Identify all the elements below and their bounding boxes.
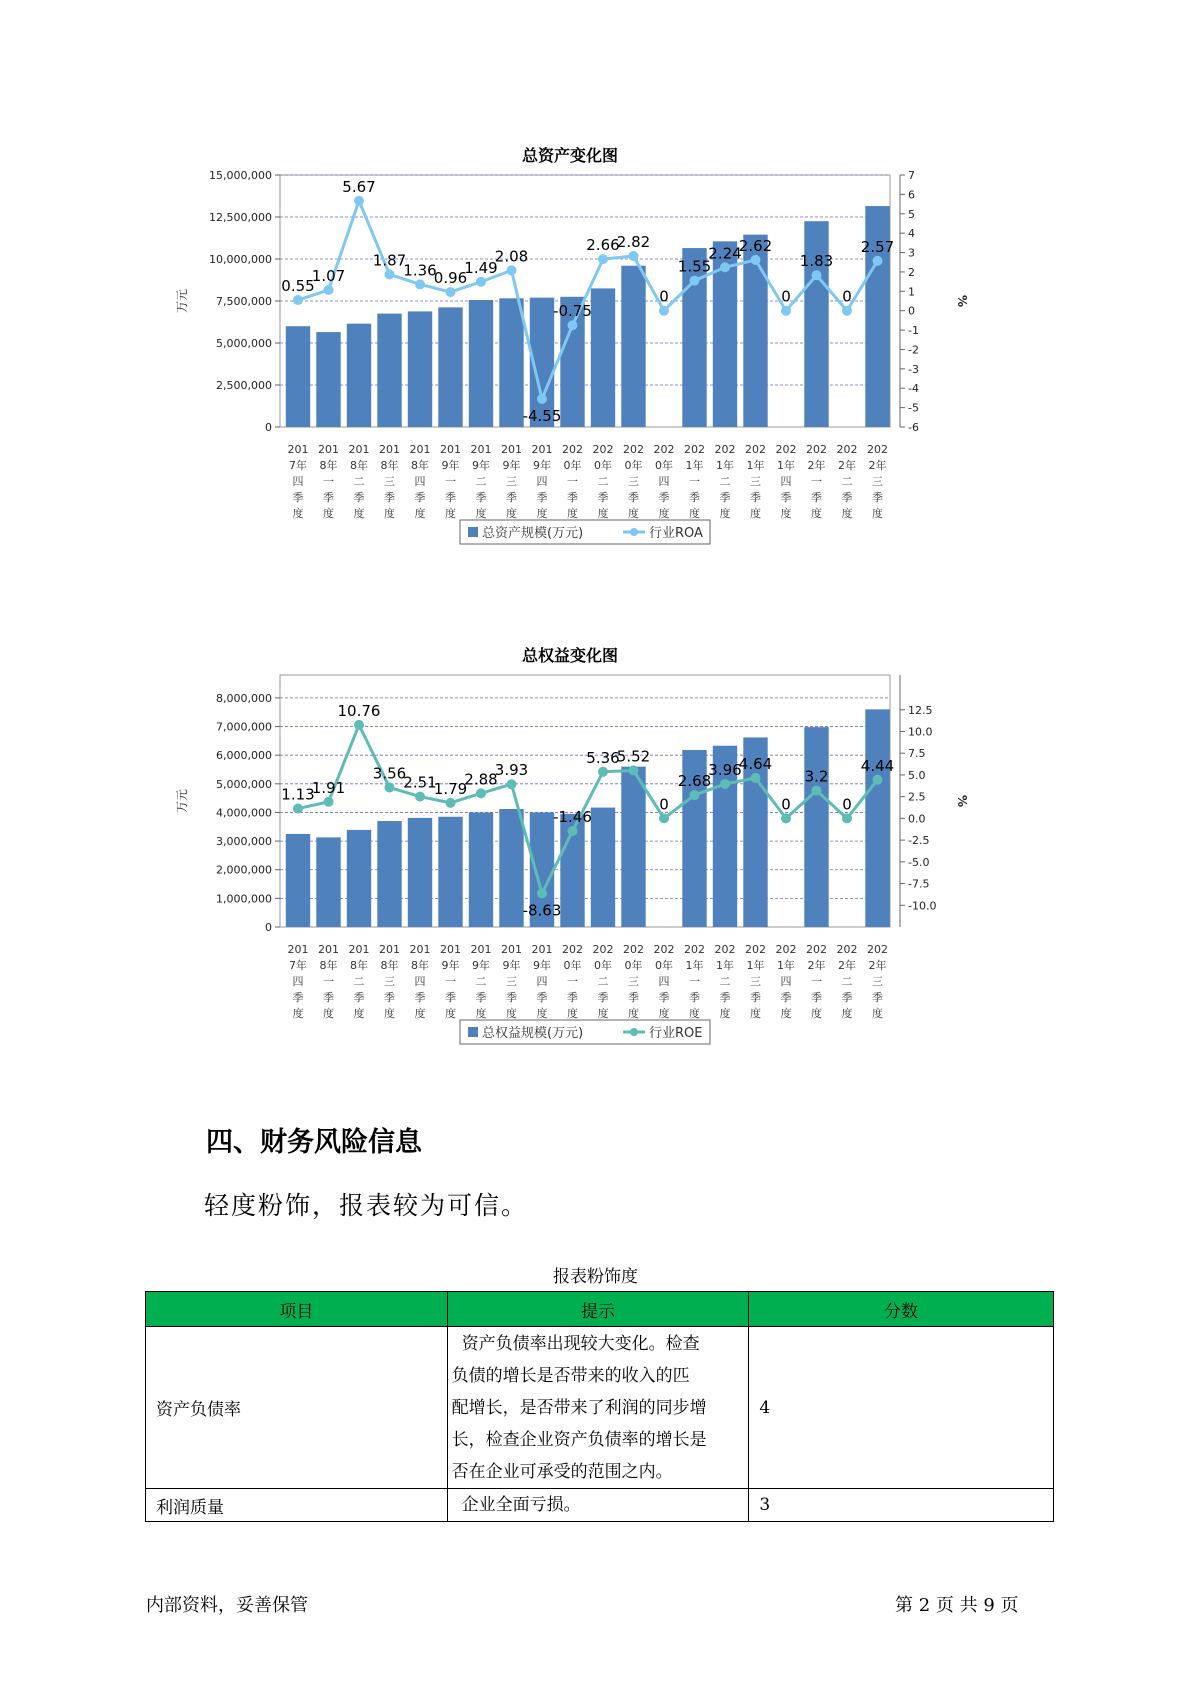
y2-tick-label: -6 bbox=[908, 421, 919, 434]
bar bbox=[804, 727, 828, 927]
line-point bbox=[476, 788, 486, 798]
row-item: 资产负债率 bbox=[146, 1327, 448, 1489]
line-point bbox=[720, 779, 730, 789]
line-point bbox=[476, 277, 486, 287]
x-tick-label: 201 9年二季度 bbox=[470, 943, 492, 1020]
data-label: 0 bbox=[842, 287, 852, 306]
y2-tick-label: -5 bbox=[908, 401, 919, 415]
y-tick-label: 0 bbox=[265, 421, 272, 434]
row-item: 利润质量 bbox=[146, 1489, 448, 1522]
x-tick-label: 202 1年二季度 bbox=[714, 943, 736, 1020]
data-label: 0 bbox=[781, 795, 791, 814]
data-label: 1.83 bbox=[799, 252, 834, 271]
y-tick-label: 10,000,000 bbox=[209, 253, 272, 266]
data-label: 1.13 bbox=[281, 785, 315, 804]
x-tick-label: 202 2年一季度 bbox=[805, 443, 827, 520]
y-tick-label: 8,000,000 bbox=[216, 691, 272, 705]
y-tick-label: 2,500,000 bbox=[216, 379, 272, 392]
line-point bbox=[872, 775, 882, 785]
y-tick-label: 12,500,000 bbox=[209, 211, 272, 224]
line-point bbox=[811, 270, 821, 280]
data-label: 0 bbox=[781, 287, 791, 306]
data-label: 5.52 bbox=[616, 747, 651, 766]
y2-tick-label: 6 bbox=[908, 188, 915, 202]
bar bbox=[499, 809, 523, 927]
line-point bbox=[445, 287, 455, 297]
bar bbox=[347, 830, 371, 927]
header-hint: 提示 bbox=[447, 1292, 749, 1327]
x-tick-label: 202 2年三季度 bbox=[866, 443, 888, 520]
x-tick-label: 202 1年一季度 bbox=[683, 943, 705, 1020]
x-tick-label: 201 8年三季度 bbox=[378, 943, 400, 1020]
total-assets-chart bbox=[160, 140, 980, 600]
table-caption: 报表粉饰度 bbox=[553, 1267, 638, 1287]
data-label: 1.49 bbox=[464, 258, 498, 277]
line-point bbox=[811, 786, 821, 796]
data-label: 3.2 bbox=[804, 767, 829, 786]
line-point bbox=[354, 196, 364, 206]
data-label: 3.56 bbox=[372, 764, 407, 783]
data-label: 2.88 bbox=[464, 770, 498, 789]
x-tick-label: 201 7年四季度 bbox=[287, 943, 309, 1020]
x-tick-label: 201 8年三季度 bbox=[378, 443, 400, 520]
line-point bbox=[506, 779, 516, 789]
line-point bbox=[720, 262, 730, 272]
x-tick-label: 201 8年四季度 bbox=[409, 943, 431, 1020]
bar bbox=[316, 837, 340, 927]
bar bbox=[469, 300, 493, 427]
x-tick-label: 202 0年四季度 bbox=[653, 443, 675, 520]
bar bbox=[377, 314, 401, 427]
total-assets-chart-svg bbox=[160, 165, 980, 615]
x-tick-label: 202 0年三季度 bbox=[622, 943, 644, 1020]
table-row bbox=[146, 1327, 1054, 1489]
y2-axis-title: % bbox=[955, 794, 969, 808]
data-label: 0 bbox=[842, 795, 852, 814]
line-point bbox=[445, 798, 455, 808]
bar bbox=[865, 709, 889, 927]
x-tick-label: 201 9年四季度 bbox=[531, 943, 553, 1020]
x-tick-label: 202 2年三季度 bbox=[866, 943, 888, 1020]
y2-tick-label: 5.0 bbox=[908, 768, 926, 782]
line-point bbox=[659, 306, 669, 316]
bar bbox=[591, 808, 615, 927]
line-point bbox=[781, 306, 791, 316]
legend-swatch-marker bbox=[630, 528, 638, 536]
data-label: 5.67 bbox=[342, 177, 376, 196]
hint-line: 否在企业可承受的范围之内。 bbox=[451, 1461, 673, 1482]
y-axis-title: 万元 bbox=[175, 788, 189, 814]
line-point bbox=[628, 765, 638, 775]
x-tick-label: 202 0年一季度 bbox=[561, 443, 583, 520]
x-tick-label: 202 1年二季度 bbox=[714, 443, 736, 520]
y-tick-label: 3,000,000 bbox=[216, 835, 272, 849]
data-label: 2.51 bbox=[403, 773, 437, 792]
line-point bbox=[354, 720, 364, 730]
data-label: 2.68 bbox=[677, 772, 712, 791]
x-tick-label: 201 9年四季度 bbox=[531, 443, 553, 520]
data-label: 2.57 bbox=[860, 237, 895, 256]
x-tick-label: 201 8年一季度 bbox=[317, 443, 339, 520]
data-label: 0.96 bbox=[433, 269, 468, 288]
legend-label: 行业ROA bbox=[649, 526, 703, 541]
legend-swatch-bar bbox=[468, 527, 478, 537]
y2-tick-label: 5 bbox=[908, 207, 915, 221]
line-point bbox=[384, 269, 394, 279]
row-score: 4 bbox=[749, 1327, 1054, 1489]
x-tick-label: 202 0年三季度 bbox=[622, 443, 644, 520]
line-point bbox=[567, 320, 577, 330]
line-point bbox=[293, 295, 303, 305]
section-body: 轻度粉饰，报表较为可信。 bbox=[204, 1191, 529, 1220]
x-tick-label: 201 8年四季度 bbox=[409, 443, 431, 520]
y-axis-title: 万元 bbox=[175, 288, 189, 314]
data-label: 1.87 bbox=[372, 251, 407, 270]
total-equity-chart-svg bbox=[160, 665, 980, 1115]
x-tick-label: 202 1年四季度 bbox=[775, 443, 797, 520]
data-label: 2.62 bbox=[738, 236, 773, 255]
line-point bbox=[750, 255, 760, 265]
y-tick-label: 2,000,000 bbox=[216, 863, 272, 877]
line-point bbox=[628, 251, 638, 261]
y-tick-label: 15,000,000 bbox=[209, 169, 272, 182]
section-heading: 四、财务风险信息 bbox=[206, 1127, 422, 1158]
line-point bbox=[750, 773, 760, 783]
y2-tick-label: 0 bbox=[908, 304, 915, 318]
bar bbox=[499, 298, 523, 427]
data-label: 0 bbox=[659, 287, 669, 306]
data-label: -8.63 bbox=[522, 901, 562, 920]
data-label: 1.07 bbox=[311, 266, 346, 285]
y2-tick-label: 2 bbox=[908, 265, 915, 279]
bar bbox=[438, 307, 462, 427]
data-label: 1.36 bbox=[403, 261, 437, 280]
x-tick-label: 201 9年一季度 bbox=[439, 943, 461, 1020]
legend-swatch-bar bbox=[468, 1027, 478, 1037]
hint-line: 配增长，是否带来了利润的同步增 bbox=[451, 1397, 707, 1418]
bar bbox=[408, 311, 432, 427]
x-tick-label: 202 0年二季度 bbox=[592, 943, 614, 1020]
data-label: 3.93 bbox=[494, 761, 529, 780]
y-tick-label: 7,500,000 bbox=[216, 295, 272, 308]
data-label: 3.96 bbox=[708, 760, 742, 779]
hint-line: 资产负债率出现较大变化。检查 bbox=[461, 1333, 700, 1354]
bar bbox=[316, 332, 340, 427]
line-point bbox=[384, 782, 394, 792]
y2-tick-label: 12.5 bbox=[908, 703, 933, 717]
data-label: 1.55 bbox=[677, 257, 712, 276]
x-tick-label: 202 2年一季度 bbox=[805, 943, 827, 1020]
whitewash-table bbox=[145, 1291, 1054, 1522]
line-point bbox=[781, 813, 791, 823]
x-tick-label: 202 0年二季度 bbox=[592, 443, 614, 520]
row-hint bbox=[447, 1327, 749, 1489]
x-tick-label: 201 7年四季度 bbox=[287, 443, 309, 520]
header-item: 项目 bbox=[146, 1292, 448, 1327]
line-point bbox=[323, 797, 333, 807]
y2-tick-label: 0.0 bbox=[908, 812, 926, 826]
chart-title: 总权益变化图 bbox=[521, 646, 618, 665]
y2-tick-label: -2.5 bbox=[908, 834, 930, 848]
x-tick-label: 201 9年二季度 bbox=[470, 443, 492, 520]
data-label: -1.46 bbox=[553, 808, 592, 827]
x-tick-label: 202 0年四季度 bbox=[653, 943, 675, 1020]
line-point bbox=[689, 276, 699, 286]
data-label: -0.75 bbox=[553, 302, 592, 321]
x-tick-label: 202 0年一季度 bbox=[561, 943, 583, 1020]
data-label: 5.36 bbox=[586, 748, 620, 767]
line-point bbox=[689, 790, 699, 800]
bar bbox=[621, 266, 645, 427]
footer-page-number: 第 2 页 共 9 页 bbox=[895, 1595, 1019, 1616]
x-tick-label: 202 1年一季度 bbox=[683, 443, 705, 520]
line-point bbox=[415, 279, 425, 289]
bar bbox=[469, 812, 493, 927]
y2-tick-label: -7.5 bbox=[908, 877, 930, 891]
data-label: -4.55 bbox=[522, 406, 562, 425]
bar bbox=[286, 326, 310, 427]
data-label: 1.79 bbox=[433, 779, 468, 798]
data-label: 4.44 bbox=[860, 756, 895, 775]
data-label: 0 bbox=[659, 795, 669, 814]
data-label: 2.82 bbox=[616, 233, 651, 252]
x-tick-label: 201 8年二季度 bbox=[348, 443, 370, 520]
y2-tick-label: 7 bbox=[908, 169, 915, 182]
row-hint bbox=[447, 1489, 749, 1522]
data-label: 2.66 bbox=[586, 236, 620, 255]
line-point bbox=[842, 813, 852, 823]
y2-tick-label: 10.0 bbox=[908, 725, 933, 739]
data-label: 2.24 bbox=[708, 244, 742, 263]
line-point bbox=[842, 306, 852, 316]
bar bbox=[621, 767, 645, 927]
x-tick-label: 202 1年三季度 bbox=[744, 943, 766, 1020]
y2-tick-label: -2 bbox=[908, 343, 919, 357]
y2-tick-label: 3 bbox=[908, 246, 915, 260]
x-tick-label: 202 1年四季度 bbox=[775, 943, 797, 1020]
x-tick-label: 201 9年一季度 bbox=[439, 443, 461, 520]
legend-swatch-marker bbox=[630, 1028, 638, 1036]
y2-tick-label: -3 bbox=[908, 362, 919, 376]
y2-tick-label: -10.0 bbox=[908, 899, 937, 913]
line-point bbox=[323, 285, 333, 295]
x-tick-label: 202 1年三季度 bbox=[744, 443, 766, 520]
line-point bbox=[598, 254, 608, 264]
x-tick-label: 202 2年二季度 bbox=[836, 943, 858, 1020]
y2-tick-label: 2.5 bbox=[908, 790, 926, 804]
bar bbox=[438, 817, 462, 927]
header-score: 分数 bbox=[749, 1292, 1054, 1327]
table-header-row bbox=[146, 1292, 1054, 1327]
chart-title: 总资产变化图 bbox=[521, 146, 618, 165]
y-tick-label: 1,000,000 bbox=[216, 892, 272, 906]
x-tick-label: 201 9年三季度 bbox=[500, 443, 522, 520]
bar bbox=[347, 324, 371, 427]
line-point bbox=[872, 256, 882, 266]
bar bbox=[286, 834, 310, 927]
y-tick-label: 7,000,000 bbox=[216, 720, 272, 734]
line-point bbox=[659, 813, 669, 823]
line-point bbox=[537, 888, 547, 898]
y-tick-label: 6,000,000 bbox=[216, 749, 272, 763]
data-label: 4.64 bbox=[738, 755, 773, 774]
x-tick-label: 201 9年三季度 bbox=[500, 943, 522, 1020]
y2-tick-label: 7.5 bbox=[908, 747, 926, 761]
table-row bbox=[146, 1489, 1054, 1522]
legend-label: 总资产规模(万元) bbox=[482, 526, 584, 541]
y2-axis-title: % bbox=[955, 294, 969, 308]
data-label: 1.91 bbox=[311, 778, 346, 797]
line-point bbox=[506, 265, 516, 275]
line-point bbox=[415, 792, 425, 802]
bar bbox=[377, 821, 401, 927]
legend-label: 行业ROE bbox=[649, 1026, 703, 1041]
row-score: 3 bbox=[749, 1489, 1054, 1522]
legend-label: 总权益规模(万元) bbox=[482, 1026, 584, 1041]
data-label: 10.76 bbox=[337, 701, 381, 720]
x-tick-label: 201 8年一季度 bbox=[317, 943, 339, 1020]
x-tick-label: 202 2年二季度 bbox=[836, 443, 858, 520]
footer-confidential: 内部资料，妥善保管 bbox=[146, 1595, 308, 1616]
line-point bbox=[293, 804, 303, 814]
line-point bbox=[537, 394, 547, 404]
hint-line: 负债的增长是否带来的收入的匹 bbox=[451, 1365, 690, 1386]
x-tick-label: 201 8年二季度 bbox=[348, 943, 370, 1020]
y-tick-label: 0 bbox=[265, 921, 272, 934]
data-label: 2.08 bbox=[494, 247, 529, 266]
y2-tick-label: 4 bbox=[908, 227, 915, 241]
line-point bbox=[598, 767, 608, 777]
y2-tick-label: -5.0 bbox=[908, 855, 930, 869]
y2-tick-label: 1 bbox=[908, 285, 915, 299]
y2-tick-label: -4 bbox=[908, 382, 919, 396]
y-tick-label: 5,000,000 bbox=[216, 777, 272, 791]
total-equity-chart bbox=[160, 640, 980, 1100]
bar bbox=[591, 288, 615, 427]
hint-line: 长，检查企业资产负债率的增长是 bbox=[451, 1429, 707, 1450]
data-label: 0.55 bbox=[281, 277, 315, 296]
bar bbox=[408, 818, 432, 927]
hint-line: 企业全面亏损。 bbox=[461, 1495, 581, 1515]
y-tick-label: 5,000,000 bbox=[216, 337, 272, 350]
line-point bbox=[567, 826, 577, 836]
y2-tick-label: -1 bbox=[908, 324, 919, 338]
y-tick-label: 4,000,000 bbox=[216, 806, 272, 820]
